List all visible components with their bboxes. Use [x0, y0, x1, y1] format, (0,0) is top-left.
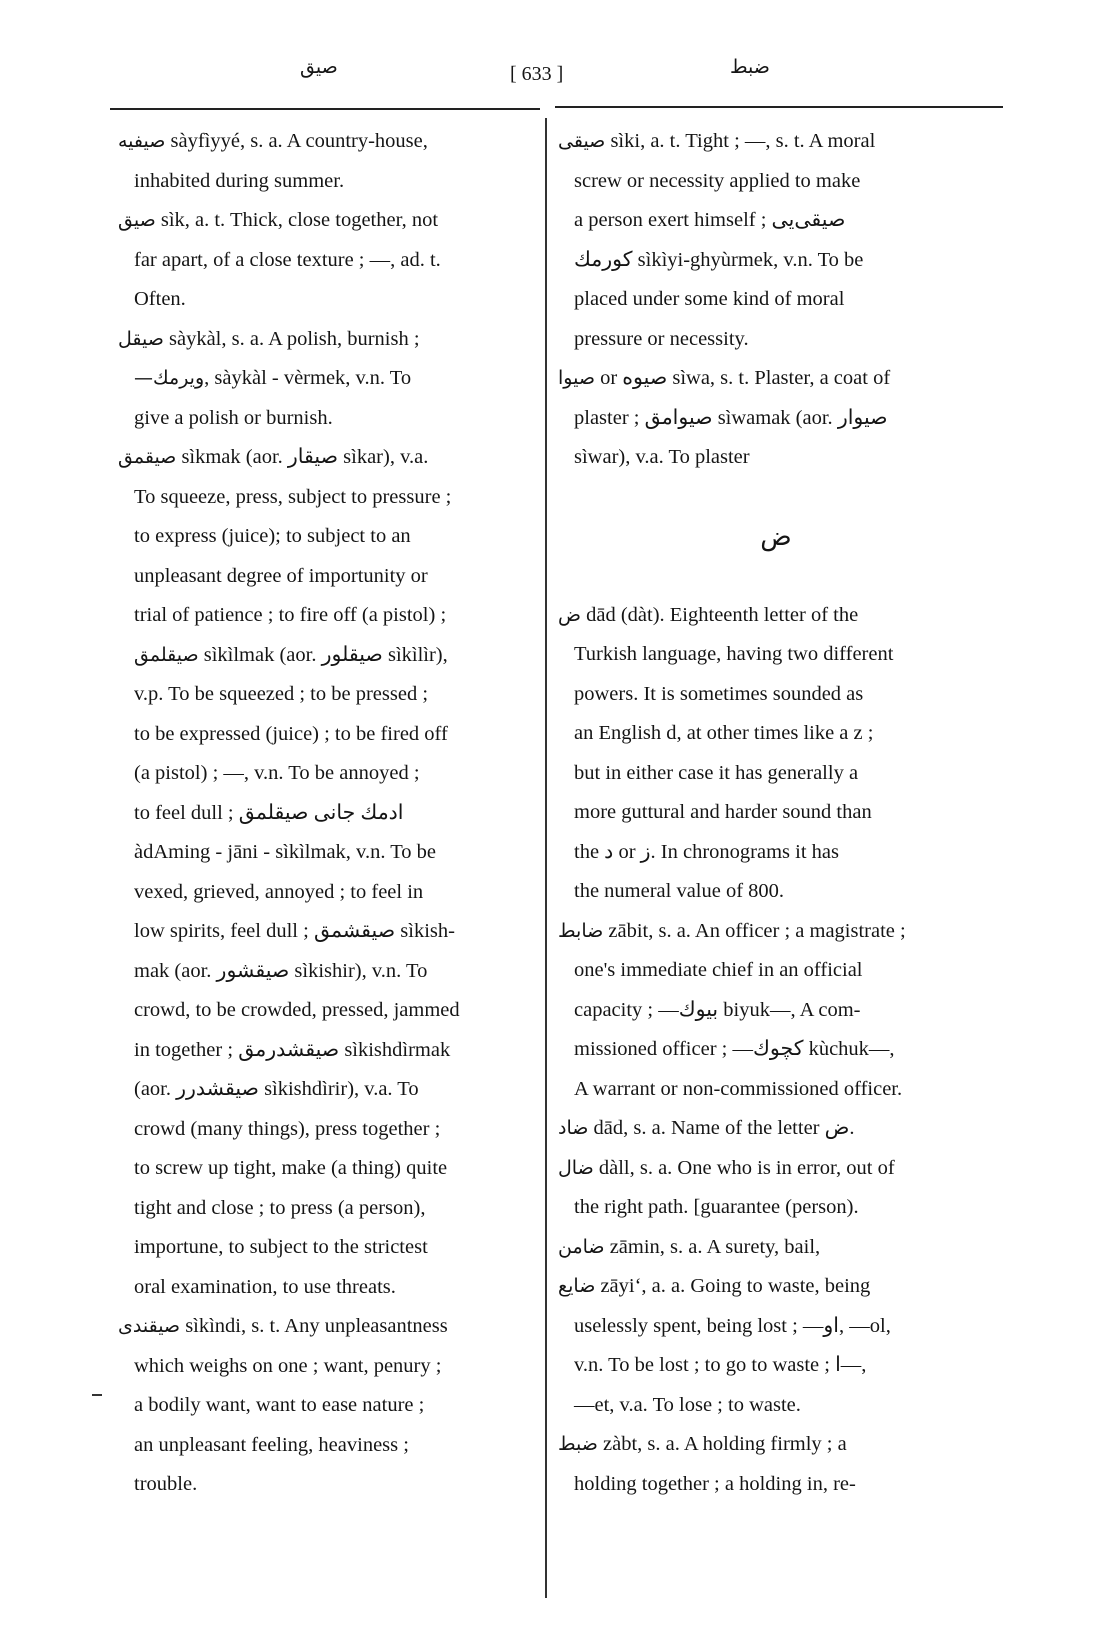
entry-text: sìkìlmak (aor. صيقلور sìkìlìr), — [198, 643, 448, 666]
entry-text: capacity ; —بيوك biyuk—, A com- — [574, 998, 861, 1021]
entry-line — [118, 1347, 536, 1387]
entry-line — [118, 1149, 536, 1189]
entry-text: oral examination, to use threats. — [134, 1275, 396, 1298]
arabic-headword: صيقلمق — [134, 643, 199, 666]
entry-text: inhabited during summer. — [134, 169, 345, 192]
entry-text: —et, v.a. To lose ; to waste. — [574, 1393, 801, 1416]
entry-line — [118, 1110, 536, 1150]
entry-text: dàll, s. a. One who is in error, out of — [593, 1156, 895, 1179]
running-head-left: صيق — [300, 56, 338, 78]
entry-headword-line — [558, 912, 994, 952]
entry-line — [118, 952, 536, 992]
entry-text: , sàykàl - vèrmek, v.n. To — [204, 367, 412, 389]
entry-text: àdAming - jāni - sìkìlmak, v.n. To be — [134, 841, 437, 863]
entry-text: uselessly spent, being lost ; —او, —ol, — [574, 1314, 891, 1337]
entry-headword-line — [558, 1267, 994, 1307]
entry-text: importune, to subject to the strictest — [134, 1236, 428, 1258]
entry-text: the د or ز. In chronograms it has — [574, 840, 839, 863]
entry-headword-line — [558, 1228, 994, 1268]
entry-headword-line — [558, 1109, 994, 1149]
header-rule-left — [110, 108, 540, 110]
entry-text: A warrant or non-commissioned officer. — [574, 1077, 903, 1100]
entry-line — [558, 162, 994, 202]
entry-text: dād, s. a. Name of the letter ض. — [588, 1117, 855, 1139]
entry-line — [118, 991, 536, 1031]
entry-text: to screw up tight, make (a thing) quite — [134, 1157, 448, 1179]
entry-text: v.n. To be lost ; to go to waste ; ا—, — [574, 1354, 867, 1376]
section-heading: ض — [760, 521, 792, 552]
entry-headword-line — [118, 438, 536, 478]
arabic-headword: ضامن — [558, 1235, 605, 1258]
arabic-headword: ضاد — [558, 1117, 589, 1139]
entry-text: sìwar), v.a. To plaster — [574, 446, 750, 468]
entry-text: zàbt, s. a. A holding firmly ; a — [597, 1433, 847, 1455]
entry-headword-line — [558, 596, 994, 636]
entry-line — [558, 675, 994, 715]
entry-text: one's immediate chief in an official — [574, 959, 863, 981]
arabic-headword: صيقمق — [118, 446, 177, 468]
entry-line — [118, 241, 536, 281]
entry-text: but in either case it has generally a — [574, 761, 859, 784]
entry-line — [118, 517, 536, 557]
entry-headword-line — [558, 359, 994, 399]
entry-line — [558, 1030, 994, 1070]
entry-text: sìki, a. t. Tight ; —, s. t. A moral — [605, 130, 876, 152]
entry-text: low spirits, feel dull ; صيقشمق sìkish- — [134, 920, 455, 942]
entry-text: a person exert himself ; صيقى‌يى — [574, 209, 846, 231]
entry-line — [118, 1228, 536, 1268]
entry-text: or صيوه sìwa, s. t. Plaster, a coat of — [594, 367, 891, 389]
entry-text: placed under some kind of moral — [574, 288, 845, 310]
entry-line — [118, 596, 536, 636]
entry-line — [558, 201, 994, 241]
entry-line — [558, 438, 994, 478]
entry-text: sìk, a. t. Thick, close together, not — [155, 209, 439, 231]
entry-line — [118, 1465, 536, 1505]
entry-text: powers. It is sometimes sounded as — [574, 682, 864, 705]
entry-line — [558, 754, 994, 794]
entry-text: Turkish language, having two different — [574, 643, 894, 665]
entry-headword-line — [118, 359, 536, 399]
arabic-headword: صيقل — [118, 327, 164, 350]
arabic-headword: ض — [558, 603, 581, 626]
arabic-headword: ضايع — [558, 1275, 596, 1297]
entry-text: an English d, at other times like a z ; — [574, 722, 874, 744]
entry-text: (aor. صيقشدرر sìkishdìrir), v.a. To — [134, 1078, 419, 1100]
entry-text: plaster ; صيوامق sìwamak (aor. صيوار — [574, 406, 888, 429]
entry-line — [118, 715, 536, 755]
entry-headword-line — [118, 636, 536, 676]
entry-line — [118, 478, 536, 518]
entry-text: trial of patience ; to fire off (a pistol) ; — [134, 604, 447, 626]
entry-line — [558, 1307, 994, 1347]
entry-line — [558, 1346, 994, 1386]
entry-text: crowd (many things), press together ; — [134, 1117, 441, 1140]
entry-text: mak (aor. صيقشور sìkishir), v.n. To — [134, 959, 428, 982]
entry-headword-line — [118, 122, 536, 162]
entry-line — [558, 1465, 994, 1505]
column-divider — [545, 118, 547, 1598]
entry-line — [558, 635, 994, 675]
entry-line — [558, 241, 994, 281]
entry-line — [558, 991, 994, 1031]
entry-text: zābit, s. a. An officer ; a magistrate ; — [603, 919, 906, 942]
entry-text: zāyi‘, a. a. Going to waste, being — [595, 1275, 871, 1297]
entry-line — [118, 873, 536, 913]
entry-line — [118, 1268, 536, 1308]
arabic-headword: ضال — [558, 1156, 594, 1179]
entry-line — [558, 872, 994, 912]
entry-headword-line — [118, 1307, 536, 1347]
entry-headword-line — [558, 1149, 994, 1189]
arabic-headword: ويرمك— — [134, 367, 205, 389]
entry-headword-line — [558, 122, 994, 162]
arabic-headword: صيقندى — [118, 1315, 181, 1337]
entry-text: crowd, to be crowded, pressed, jammed — [134, 999, 460, 1021]
entry-line — [118, 162, 536, 202]
entry-text: in together ; صيقشدرمق sìkishdìrmak — [134, 1038, 451, 1061]
entry-line — [118, 754, 536, 794]
entry-text: To squeeze, press, subject to pressure ; — [134, 485, 452, 508]
entry-text: the right path. [guarantee (person). — [574, 1196, 859, 1218]
entry-line — [558, 951, 994, 991]
arabic-headword: صيقى — [558, 130, 606, 152]
entry-text: vexed, grieved, annoyed ; to feel in — [134, 880, 424, 903]
entry-line — [558, 399, 994, 439]
page-number: [ 633 ] — [510, 63, 564, 85]
entry-text: the numeral value of 800. — [574, 880, 785, 902]
entry-text: sàykàl, s. a. A polish, burnish ; — [163, 327, 420, 350]
left-column — [118, 122, 536, 1505]
entry-text: holding together ; a holding in, re- — [574, 1472, 856, 1495]
entry-text: more guttural and harder sound than — [574, 801, 872, 823]
entry-line — [558, 793, 994, 833]
entry-line — [118, 1189, 536, 1229]
entry-text: sìkìndi, s. t. Any unpleasantness — [180, 1315, 448, 1337]
entry-line — [118, 1426, 536, 1466]
entry-text: give a polish or burnish. — [134, 406, 333, 429]
entry-text: v.p. To be squeezed ; to be pressed ; — [134, 683, 429, 705]
entry-headword-line — [118, 201, 536, 241]
entry-text: (a pistol) ; —, v.n. To be annoyed ; — [134, 762, 420, 784]
entry-line — [118, 280, 536, 320]
entry-line — [558, 280, 994, 320]
entry-text: trouble. — [134, 1473, 198, 1495]
entry-text: a bodily want, want to ease nature ; — [134, 1394, 425, 1416]
entry-text: كورمك sìkìyi-ghyùrmek, v.n. To be — [574, 248, 864, 271]
running-head-right: ضبط — [730, 56, 770, 78]
right-column — [558, 122, 994, 1504]
entry-text: to express (juice); to subject to an — [134, 525, 411, 547]
entry-text: sàyfìyyé, s. a. A country-house, — [165, 130, 428, 152]
margin-mark — [92, 1394, 102, 1396]
entry-text: dād (dàt). Eighteenth letter of the — [580, 603, 859, 626]
entry-line — [558, 1188, 994, 1228]
entry-line — [118, 1070, 536, 1110]
entry-text: sìkmak (aor. صيقار sìkar), v.a. — [176, 446, 429, 468]
entry-text: tight and close ; to press (a person), — [134, 1196, 426, 1219]
entry-line — [118, 399, 536, 439]
entry-text: pressure or necessity. — [574, 327, 749, 350]
header-rule-right — [555, 106, 1003, 108]
entry-line — [558, 1070, 994, 1110]
entry-line — [118, 557, 536, 597]
entry-line — [118, 912, 536, 952]
entry-headword-line — [118, 320, 536, 360]
entry-text: an unpleasant feeling, heaviness ; — [134, 1433, 409, 1456]
entry-line — [118, 833, 536, 873]
entry-text: zāmin, s. a. A surety, bail, — [604, 1235, 821, 1258]
entry-text: which weighs on one ; want, penury ; — [134, 1354, 442, 1377]
arabic-headword: ضابط — [558, 919, 604, 942]
entry-line — [558, 1386, 994, 1426]
entry-text: to be expressed (juice) ; to be fired off — [134, 722, 448, 745]
entry-line — [118, 675, 536, 715]
entry-text: unpleasant degree of importunity or — [134, 564, 428, 587]
entry-text: screw or necessity applied to make — [574, 169, 861, 192]
arabic-headword: صيفيه — [118, 130, 166, 152]
entry-text: far apart, of a close texture ; —, ad. t. — [134, 248, 441, 271]
arabic-headword: صيوا — [558, 367, 595, 389]
entry-text: to feel dull ; ادمك جانى صيقلمق — [134, 801, 404, 824]
entry-line — [558, 320, 994, 360]
arabic-headword: صيق — [118, 209, 156, 231]
entry-text: Often. — [134, 288, 186, 310]
entry-line — [118, 1031, 536, 1071]
entry-headword-line — [558, 1425, 994, 1465]
entry-text: missioned officer ; —كچوك kùchuk—, — [574, 1038, 895, 1060]
entry-line — [558, 833, 994, 873]
entry-line — [118, 1386, 536, 1426]
arabic-headword: ضبط — [558, 1433, 598, 1455]
entry-line — [118, 794, 536, 834]
entry-line — [558, 714, 994, 754]
